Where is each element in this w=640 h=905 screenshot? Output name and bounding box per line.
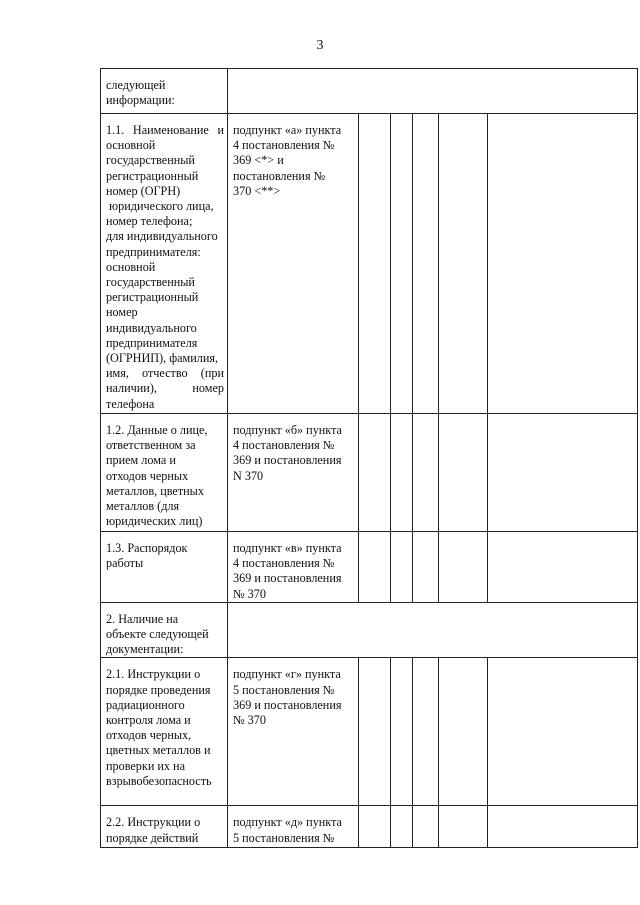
requirement-cell: 2.2. Инструкции о порядке действий: [101, 806, 228, 848]
table-row: [101, 602, 638, 658]
answer-cell: [439, 658, 488, 806]
legal-reference-cell: подпункт «д» пункта 5 постановления №: [228, 806, 359, 848]
answer-cell: [488, 532, 638, 603]
table-row: [101, 532, 638, 603]
merged-empty-cell: [228, 69, 638, 114]
inspection-table: [100, 68, 638, 848]
answer-cell: [391, 114, 413, 414]
answer-cell: [359, 658, 391, 806]
answer-cell: [359, 414, 391, 532]
legal-reference-cell: подпункт «а» пункта 4 постановления № 369 <*> и постановления № 370 <**>: [228, 114, 359, 414]
answer-cell: [413, 658, 439, 806]
answer-cell: [359, 806, 391, 848]
answer-cell: [413, 414, 439, 532]
answer-cell: [439, 414, 488, 532]
page-number: 3: [316, 38, 324, 53]
table-row: [101, 114, 638, 414]
answer-cell: [439, 806, 488, 848]
table-row: [101, 69, 638, 114]
table-row: [101, 658, 638, 806]
answer-cell: [413, 532, 439, 603]
answer-cell: [488, 806, 638, 848]
answer-cell: [488, 414, 638, 532]
answer-cell: [391, 532, 413, 603]
requirement-cell: следующей информации:: [101, 69, 228, 114]
answer-cell: [359, 114, 391, 414]
answer-cell: [391, 414, 413, 532]
requirement-cell: 1.2. Данные о лице, ответственном за прием лома и отходов черных металлов, цветных металлов (для юридических лиц): [101, 414, 228, 532]
requirement-cell: 2. Наличие на объекте следующей документации:: [101, 602, 228, 658]
legal-reference-cell: подпункт «в» пункта 4 постановления № 369 и постановления № 370: [228, 532, 359, 603]
answer-cell: [413, 806, 439, 848]
requirement-cell: 2.1. Инструкции о порядке проведения радиационного контроля лома и отходов черных, цветных металлов и проверки их на взрывобезопасность: [101, 658, 228, 806]
answer-cell: [439, 114, 488, 414]
requirement-cell: 1.3. Распорядок работы: [101, 532, 228, 603]
answer-cell: [488, 658, 638, 806]
answer-cell: [391, 806, 413, 848]
answer-cell: [439, 532, 488, 603]
table-row: [101, 806, 638, 848]
legal-reference-cell: подпункт «г» пункта 5 постановления № 369 и постановления № 370: [228, 658, 359, 806]
answer-cell: [413, 114, 439, 414]
table-row: [101, 414, 638, 532]
legal-reference-cell: подпункт «б» пункта 4 постановления № 369 и постановления N 370: [228, 414, 359, 532]
requirement-cell: 1.1. Наименование и основной государственный регистрационный номер (ОГРН) юридического лица, номер телефона; для индивидуального предпринимателя: основной государственный регистрационный номер индивидуального предпринимателя (ОГРНИП), фамилия, имя, отчество (при наличии), номер телефона: [101, 114, 228, 414]
answer-cell: [359, 532, 391, 603]
answer-cell: [488, 114, 638, 414]
answer-cell: [391, 658, 413, 806]
merged-empty-cell: [228, 602, 638, 658]
